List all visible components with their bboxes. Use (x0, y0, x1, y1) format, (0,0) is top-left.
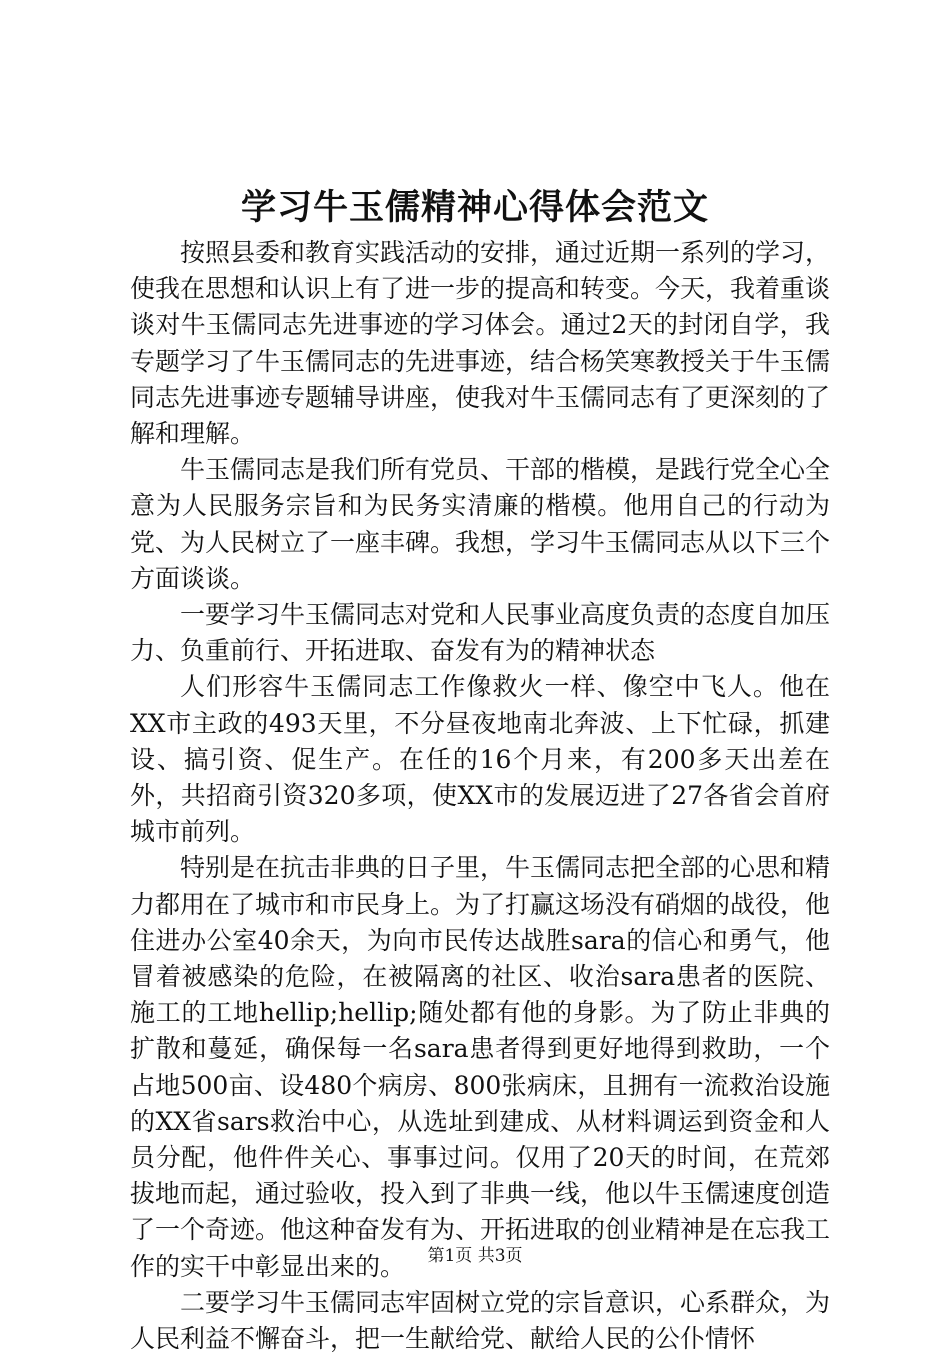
section-heading: 一要学习牛玉儒同志对党和人民事业高度负责的态度自加压力、负重前行、开拓进取、奋发有为的精神状态 (130, 600, 831, 666)
page-number-footer: 第1页 共3页 (427, 1246, 523, 1266)
section-heading: 二要学习牛玉儒同志牢固树立党的宗旨意识，心系群众，为人民利益不懈奋斗，把一生献给党、献给人民的公仆情怀 (130, 1287, 831, 1354)
document-title: 学习牛玉儒精神心得体会范文 (240, 187, 709, 228)
paragraph: 特别是在抗击非典的日子里，牛玉儒同志把全部的心思和精力都用在了城市和市民身上。为了打赢这场没有硝烟的战役，他住进办公室40余天，为向市民传达战胜sara的信心和勇气，他冒着被感染的危险，在被隔离的社区、收治sara患者的医院、施工的工地hellip;hellip;随处都有他的身影。为了防止非典的扩散和蔓延，确保每一名sara患者得到更好地得到救助，一个占地500亩、设480个病房、800张病床，且拥有一流救治设施的XX省sars救治中心，从选址到建成、从材料调运到资金和人员分配，他件件关心、事事过问。仅用了20天的时间，在荒郊拔地而起，通过验收，投入到了非典一线，他以牛玉儒速度创造了一个奇迹。他这种奋发有为、开拓进取的创业精神是在忘我工作的实干中彰显出来的。 (130, 853, 831, 1281)
paragraph: 人们形容牛玉儒同志工作像救火一样、像空中飞人。他在XX市主政的493天里，不分昼夜地南北奔波、上下忙碌，抓建设、搞引资、促生产。在任的16个月来，有200多天出差在外，共招商引资320多项，使XX市的发展迈进了27各省会首府城市前列。 (130, 672, 830, 847)
paragraph: 牛玉儒同志是我们所有党员、干部的楷模，是践行党全心全意为人民服务宗旨和为民务实清廉的楷模。他用自己的行动为党、为人民树立了一座丰碑。我想，学习牛玉儒同志从以下三个方面谈谈。 (130, 455, 831, 593)
document-body (130, 235, 830, 1357)
paragraph: 按照县委和教育实践活动的安排，通过近期一系列的学习，使我在思想和认识上有了进一步的提高和转变。今天，我着重谈谈对牛玉儒同志先进事迹的学习体会。通过2天的封闭自学，我专题学习了牛玉儒同志的先进事迹，结合杨笑寒教授关于牛玉儒同志先进事迹专题辅导讲座，使我对牛玉儒同志有了更深刻的了解和理解。 (130, 238, 831, 449)
